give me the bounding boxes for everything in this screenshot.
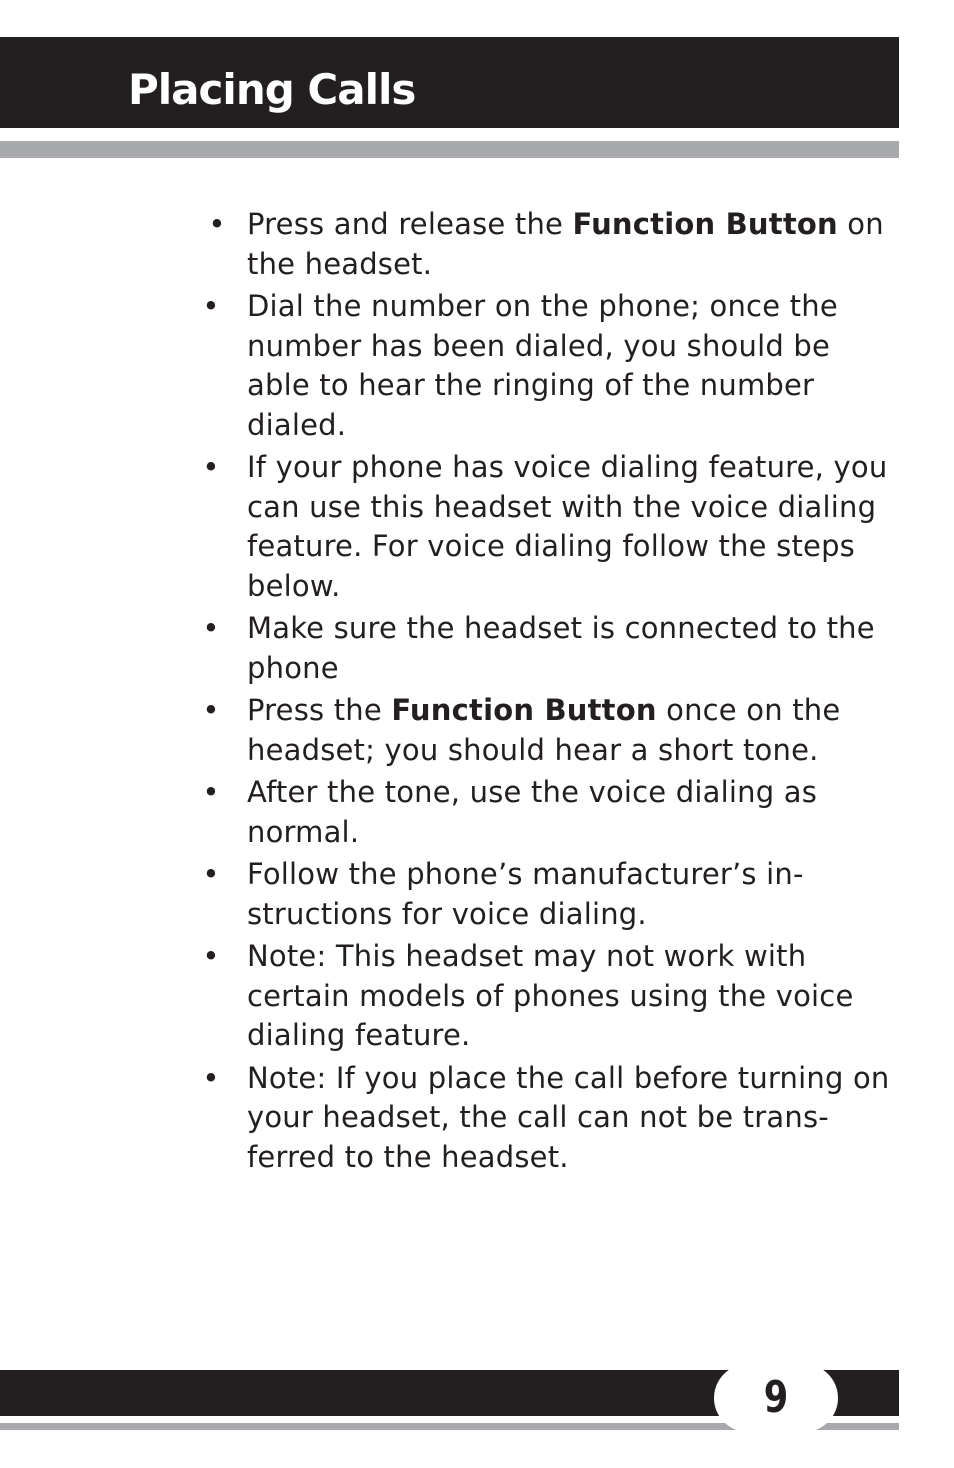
item-emphasis: Function Button	[391, 693, 657, 727]
bullet: •	[202, 939, 220, 973]
bullet: •	[202, 450, 220, 484]
instruction-list	[197, 205, 899, 1180]
item-text: Note: If you place the call before turning on your headset, the call can not be trans-ferred to the headset.	[247, 1060, 890, 1174]
list-item	[197, 205, 899, 284]
bullet: •	[208, 207, 226, 241]
item-text: Press and release the	[247, 207, 573, 241]
list-item	[197, 855, 899, 934]
item-text: Dial the number on the phone; once the number has been dialed, you should be able to hear the ringing of the number dialed.	[247, 289, 838, 442]
item-text: If your phone has voice dialing feature, you can use this headset with the voice dialing feature. For voice dialing follow the steps below.	[247, 450, 888, 603]
list-item	[197, 287, 899, 445]
item-emphasis: Function Button	[572, 207, 838, 241]
list-item	[197, 1059, 899, 1178]
list-item	[197, 773, 899, 852]
page-title: Placing Calls	[128, 65, 416, 114]
bullet: •	[202, 693, 220, 727]
list-item	[197, 448, 899, 606]
bullet: •	[202, 289, 220, 323]
header-rule	[0, 141, 899, 158]
bullet: •	[202, 1060, 220, 1095]
item-text: Note: This headset may not work with certain models of phones using the voice dialing feature.	[247, 939, 854, 1052]
bullet: •	[202, 857, 220, 891]
item-text: Make sure the headset is connected to the phone	[247, 611, 875, 685]
list-item	[197, 691, 899, 770]
page-number: 9	[763, 1372, 789, 1423]
item-text: Press the	[247, 693, 392, 727]
list-item	[197, 937, 899, 1056]
list-item	[197, 609, 899, 688]
bullet: •	[202, 775, 220, 809]
item-text: Follow the phone’s manufacturer’s in-structions for voice dialing.	[247, 857, 804, 931]
item-text: once on the headset; you should hear a short tone.	[247, 693, 841, 767]
item-text: on the headset.	[247, 207, 884, 281]
item-text: After the tone, use the voice dialing as normal.	[247, 775, 818, 849]
bullet: •	[202, 611, 220, 645]
